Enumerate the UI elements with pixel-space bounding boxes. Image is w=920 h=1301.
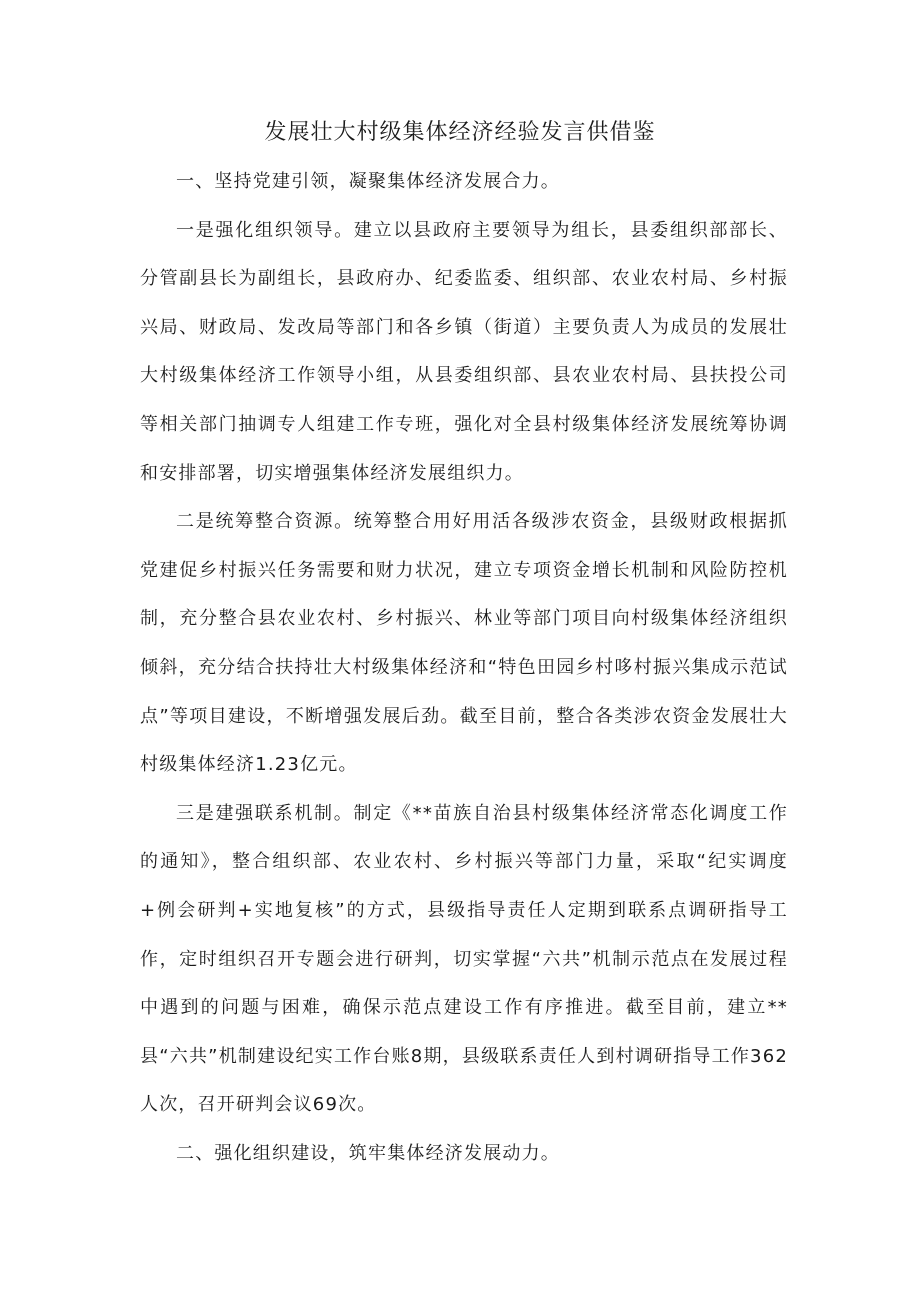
paragraph-resource-integration: 二是统筹整合资源。统筹整合用好用活各级涉农资金，县级财政根据抓党建促乡村振兴任务需要和财力状况，建立专项资金增长机制和风险防控机制，充分整合县农业农村、乡村振兴、林业等部门项目向村级集体经济组织倾斜，充分结合扶持壮大村级集体经济和“特色田园乡村哆村振兴集成示范试点”等项目建设，不断增强发展后劲。截至目前，整合各类涉农资金发展壮大村级集体经济1.23亿元。 — [140, 511, 788, 776]
paragraph-liaison-mechanism: 三是建强联系机制。制定《**苗族自治县村级集体经济常态化调度工作的通知》，整合组织部、农业农村、乡村振兴等部门力量，采取“纪实调度+例会研判+实地复核”的方式，县级指导责任人定期到联系点调研指导工作，定时组织召开专题会进行研判，切实掌握“六共”机制示范点在发展过程中遇到的问题与困难，确保示范点建设工作有序推进。截至目前，建立**县“六共”机制建设纪实工作台账8期，县级联系责任人到村调研指导工作362人次，召开研判会议69次。 — [140, 802, 788, 1116]
section-heading-1: 一、坚持党建引领，凝聚集体经济发展合力。 — [176, 171, 560, 192]
paragraph-organization-leadership: 一是强化组织领导。建立以县政府主要领导为组长，县委组织部部长、分管副县长为副组长，县政府办、纪委监委、组织部、农业农村局、乡村振兴局、财政局、发改局等部门和各乡镇（街道）主要负责人为成员的发展壮大村级集体经济工作领导小组，从县委组织部、县农业农村局、县扶投公司等相关部门抽调专人组建工作专班，强化对全县村级集体经济发展统筹协调和安排部署，切实增强集体经济发展组织力。 — [140, 219, 788, 484]
document-title: 发展壮大村级集体经济经验发言供借鉴 — [264, 120, 656, 145]
document-body — [140, 158, 788, 1178]
section-heading-2: 二、强化组织建设，筑牢集体经济发展动力。 — [176, 1142, 560, 1164]
